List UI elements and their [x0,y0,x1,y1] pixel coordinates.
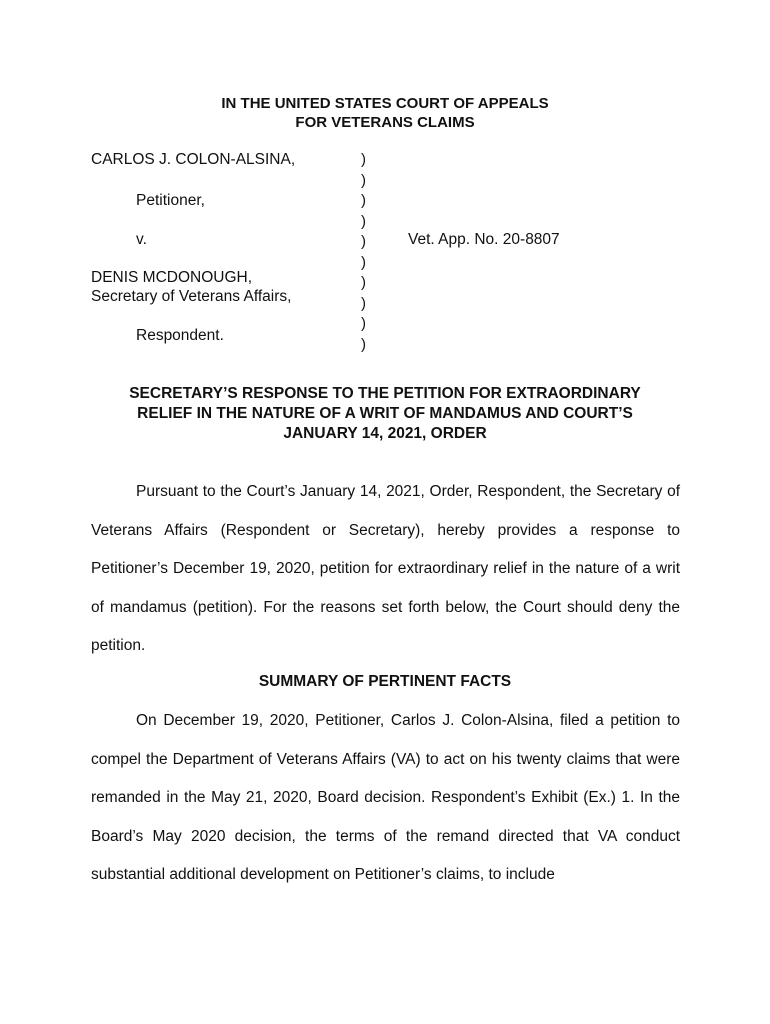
response-title-line3: JANUARY 14, 2021, ORDER [283,425,487,442]
response-title [0,384,770,444]
case-caption [0,150,770,353]
case-number: Vet. App. No. 20-8807 [408,231,560,248]
court-heading-line1: IN THE UNITED STATES COURT OF APPEALS [221,95,549,112]
caption-paren: ) [361,151,366,168]
caption-paren-column [361,150,366,355]
caption-paren: ) [361,212,366,230]
response-title-line2: RELIEF IN THE NATURE OF A WRIT OF MANDAMUS AND COURT’S [137,405,633,422]
court-heading [0,94,770,132]
response-title-line1: SECRETARY’S RESPONSE TO THE PETITION FOR EXTRAORDINARY [129,385,641,402]
caption-paren: ) [361,192,366,209]
caption-paren: ) [361,171,366,189]
facts-paragraph [91,702,680,895]
respondent-role: Respondent. [136,327,224,344]
facts-paragraph-text: On December 19, 2020, Petitioner, Carlos J. Colon-Alsina, filed a petition to compel the Department of Veterans Affairs (VA) to act on his twenty claims that were remanded in the May 21, 2020, Board decision. Respondent’s Exhibit (Ex.) 1. In the Board’s May 2020 decision, the terms of the remand directed that VA conduct substantial additional development on Petitioner’s claims, to include [91,712,680,883]
petitioner-name: CARLOS J. COLON-ALSINA, [91,151,296,168]
caption-paren: ) [361,315,366,332]
versus-label: v. [136,231,147,248]
caption-paren: ) [361,335,366,353]
caption-paren: ) [361,253,366,271]
petitioner-role: Petitioner, [136,192,205,209]
section-heading: SUMMARY OF PERTINENT FACTS [258,673,512,690]
respondent-title: Secretary of Veterans Affairs, [91,288,292,305]
court-heading-line2: FOR VETERANS CLAIMS [295,114,475,131]
intro-paragraph-text: Pursuant to the Court’s January 14, 2021, Order, Respondent, the Secretary of Veterans Affairs (Respondent or Secretary), hereby provides a response to Petitioner’s December 19, 2020, petition for extraordinary relief in the nature of a writ of mandamus (petition). For the reasons set forth below, the Court should deny the petition. [91,483,680,654]
respondent-name: DENIS MCDONOUGH, [91,269,253,286]
caption-paren: ) [361,274,366,291]
caption-paren: ) [361,294,366,312]
intro-paragraph [91,473,680,666]
caption-paren: ) [361,233,366,250]
